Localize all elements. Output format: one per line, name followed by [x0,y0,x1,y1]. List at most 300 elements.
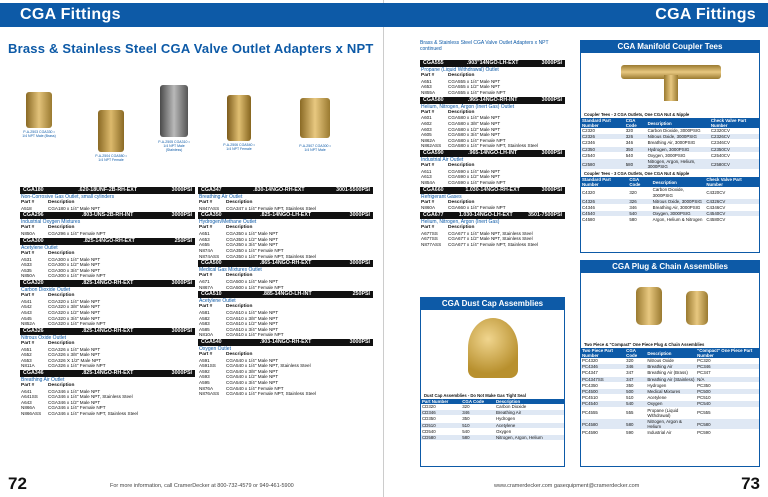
cga-code: CGA540 [201,338,222,345]
pressure-rating: 3000PSI [541,60,562,66]
plug-chain-table [581,348,759,437]
table-cell: 346 [625,140,647,146]
table-cell: 580 [461,435,495,441]
part-number: A581 [199,309,210,315]
table-cell: Nitrous Oxide, 3000PSIG [647,134,710,140]
part-number: A533 [21,262,32,268]
part-row [420,90,565,96]
part-description: CGA540 x 1/4" Male NPT [226,357,279,363]
part-description: CGA296 x 1/4" Female NPT [48,231,106,237]
part-description: CGA350 x 1/4" Male NPT [226,231,279,237]
part-number: A641 [21,388,32,394]
table-cell: C2346 [581,140,625,146]
table-cell: Nitrogen, Argon & Helium [646,419,696,430]
table-cell: C4320 [581,187,628,198]
table-cell: PC347 [696,370,759,376]
spec-header [420,212,565,219]
table-cell: Argon, Helium & Nitrogen [652,217,706,223]
part-description: CGA326 X 1/2" Male NPT [48,357,101,363]
part-description: CGA580 x 1/2" Male NPT [448,126,501,132]
coupler-tees-title: CGA Manifold Coupler Tees [581,41,759,53]
table-cell: PC4510 [581,395,625,401]
part-head: Part # [421,199,435,205]
table-cell: PC4347 [581,370,625,376]
desc-head: Description [48,200,75,205]
pressure-rating: 3000PSI [171,327,192,334]
table-cell: 580 [625,419,646,430]
thread-spec: .825-14NGO-RH-EXT [83,237,135,244]
adapter-photo-4 [227,95,251,141]
part-row [20,206,195,212]
part-row [198,254,373,260]
table-cell: 510 [625,395,646,401]
table-header: Standard Part Number [581,118,625,128]
table-cell: 320 [628,187,651,198]
part-description: CGA660 x 1/4" Female NPT [448,205,506,211]
part-row [198,391,373,397]
part-number: A551 [21,346,32,352]
table-cell: 320 [625,128,647,134]
adapter-label-3: P-A-2505 CGA310 • 1/4 NPT Male (Stainless) [158,140,190,152]
spec-block [198,212,373,259]
part-number: A613 [421,174,432,180]
part-number: N847ASS [199,205,220,211]
desc-head: Description [448,199,475,205]
adapter-label-2: P-A-2504 CGA580 • 1/4 NPT Female [95,154,127,162]
part-number: A545 [21,315,32,321]
part-description: CGA326 x 3/8" Male NPT [48,352,101,358]
table-cell: 580 [628,217,651,223]
cga-code: CGA347 [201,187,222,193]
table-header: Two Piece Part Number [581,348,625,358]
part-description: CGA350 x 3/4" Male NPT [226,242,279,248]
table-cell: Industrial Air [646,430,696,436]
table-cell: 320 [461,404,495,410]
part-description: CGA677 x 1/4" Male NPT, Stainless Steel [448,230,533,236]
part-number: N874ASS [199,253,220,259]
table-cell: 350 [625,146,647,152]
part-description: CGA590 x 1/4" Female NPT [448,179,506,185]
part-row [20,363,195,369]
coupler-tees-caption-3: Coupler Tees - 3 CGA Outlets, One CGA Nut & Nipple [584,171,690,177]
part-description: CGA320 x 1/4" Female NPT [48,321,106,327]
gas-service: Medical Gas Mixtures Outlet [199,267,262,274]
part-description: CGA555 x 1/2" Male NPT [448,84,501,90]
thread-spec: 1.030-14NGO-LH-EXT [458,211,513,218]
table-cell: Acetylene [646,395,696,401]
table-cell: C4346CV [705,205,759,211]
table-cell: PC580 [696,419,759,430]
part-description: CGA347 x 1/4" Female NPT, Stainless Steel [226,205,316,211]
part-description: CGA555 x 1/4" Male NPT [448,78,501,84]
thread-spec: .865-14NGO-RH-EXT [259,260,312,267]
table-cell: Breathing Air (Stainless) [647,376,695,382]
spec-block [20,328,195,369]
desc-head: Description [226,225,253,231]
thread-spec: .620-18UNF-2B-RH-EXT [78,187,138,193]
part-description: CGA326 x 1/4" Female NPT [48,363,106,369]
part-head: Part # [21,200,35,205]
part-head: Part # [21,292,35,298]
desc-head: Description [48,250,75,256]
part-head: Part # [421,224,435,230]
table-cell: Breathing Air, 3000PSIG [647,140,710,146]
cga-code: CGA555 [423,60,444,66]
gas-service: Breathing Air Outlet [199,194,243,200]
part-number: A605 [421,132,432,138]
part-row [20,231,195,237]
table-cell: 350 [461,416,495,422]
gas-service: Hydrogen/Methane Outlet [199,219,257,226]
table-row [581,217,759,223]
table-cell: Oxygen [646,401,696,407]
table-cell: PC555 [696,407,759,418]
part-row [20,411,195,417]
part-number: A651 [199,231,210,237]
footer-contact: For more information, call CramerDecker at 800-732-4579 or 949-461-5900 [110,483,294,489]
table-row [421,435,564,441]
table-cell: 590 [625,430,646,436]
part-row [198,332,373,338]
gas-service: Refrigerant Gases [421,193,462,200]
table-cell: C2540 [581,152,625,158]
table-header-row [581,118,759,128]
table-cell: 350 [625,382,646,388]
table-header: Standard Part Number [581,177,628,187]
table-header: CGA Code [625,118,647,128]
table-cell: CD350 [421,416,461,422]
table-cell: Oxygen, 3000PSIG [647,152,710,158]
table-cell: Propane (Liquid Withdrawal) [646,407,696,418]
part-description: CGA510 x 1/2" Male NPT [226,321,279,327]
part-number: N862A [421,137,436,143]
table-cell: C4580CV [705,217,759,223]
spec-block [198,339,373,397]
thread-spec: .803-UNS-2B-RH-INT [81,212,134,219]
table-cell: PC4347SS [581,376,625,382]
part-head: Part # [21,382,35,388]
part-number: A593 [199,374,210,380]
part-number: N876ASS [199,391,220,397]
part-number: N810A [199,332,214,338]
part-number: N866A [21,405,36,411]
desc-head: Description [448,109,475,115]
spec-block [420,97,565,149]
table-cell: 346 [461,410,495,416]
thread-spec: .830-14NGO-RH-EXT [253,187,305,193]
spec-column-3 [420,60,565,248]
part-description: CGA510 x 1/4" Male NPT [226,309,279,315]
gas-service: Non-Corrosive Gas Outlet, small cylinders [21,194,115,200]
table-cell: Hydrogen [646,382,696,388]
table-cell: C4326 [581,198,628,204]
desc-head: Description [48,292,75,298]
part-description: CGA346 x 1/4" Male NPT, Stainless Steel [48,394,133,400]
part-number: N877ASS [421,241,442,247]
cga-code: CGA350 [201,212,222,219]
part-description: CGA320 x 1/4" Male NPT [48,298,101,304]
coupler-tees-table-3 [581,177,759,223]
cga-code: CGA346 [23,369,44,376]
coupler-tees-table-2 [581,118,759,170]
table-cell: C4540 [581,211,628,217]
part-number: N860A [421,205,436,211]
part-description: CGA677 x 1/4" Female NPT, Stainless Steel [448,241,538,247]
table-header: CGA Code [628,177,651,187]
spec-header [20,370,195,377]
spec-header [420,150,565,157]
thread-spec: .903"14NGO-LH-EXT [466,60,519,66]
thread-spec: .825-14NGO-RH-EXT [81,327,134,334]
part-description: CGA346 x 1/4" Female NPT, Stainless Steel [48,411,138,417]
spec-column-2 [198,187,373,398]
table-cell: CD510 [421,422,461,428]
table-cell: C4320CV [705,187,759,198]
desc-head: Description [48,340,75,346]
table-cell: 326 [625,134,647,140]
part-number: A552 [21,352,32,358]
part-description: CGA350 x 1/4" Female NPT, Stainless Steel [226,253,316,259]
gas-service: Helium, Nitrogen, Argon (Inert Gas) Outlet [421,103,515,110]
spec-header [20,280,195,287]
pressure-rating: 3000PSI [541,96,562,103]
table-cell: 540 [625,152,647,158]
cga-code: CGA326 [23,327,44,334]
part-description: CGA180 x 1/4" Male NPT [48,205,101,211]
plug-chain-title: CGA Plug & Chain Assemblies [581,261,759,273]
thread-spec: 1.030-14NGO-RH-EXT [465,186,520,193]
part-head: Part # [199,200,213,205]
gas-service: Industrial Air Outlet [421,156,464,163]
table-cell: Nitrogen, Argon, Helium, 3000PSIG [647,159,710,170]
table-cell: 500 [625,389,646,395]
table-cell: C2350 [581,146,625,152]
table-cell: 347 [625,370,646,376]
table-cell: C4580 [581,217,628,223]
part-row [420,242,565,248]
thread-spec: .903-14NGO-RH-EXT [259,338,312,345]
part-description: CGA300 x 1/2" Male NPT [48,262,101,268]
table-cell: PC4320 [581,358,625,364]
dust-cap-title: CGA Dust Cap Assemblies [421,298,564,310]
part-description: CGA500 x 1/4" Female NPT [226,284,284,290]
spec-block [420,60,565,96]
table-cell: PC4555 [581,407,625,418]
table-row [581,159,759,170]
table-cell: Breathing Air, 3000PSIG [652,205,706,211]
dust-cap-photo [468,318,518,378]
page-number: 72 [8,474,27,493]
part-row [20,321,195,327]
spec-header [420,60,565,67]
table-cell: 540 [625,401,646,407]
table-cell: 346 [628,205,651,211]
cga-code: CGA590 [423,149,444,156]
thread-spec: .825-14NGO-LH-EXT [260,212,312,219]
spec-header [20,328,195,335]
plug-chain-photo [581,273,759,341]
part-number: A518 [21,205,32,211]
part-head: Part # [421,73,435,78]
part-row [20,273,195,279]
section-band: CGA Fittings [384,3,768,27]
pressure-rating: 250PSI [174,237,192,244]
table-cell: PC4580 [581,419,625,430]
part-description: CGA300 x 1/4" Male NPT [48,256,101,262]
part-number: N876A [199,385,214,391]
spec-header [198,339,373,346]
part-description: CGA580 x 1/4" Female NPT [448,137,506,143]
part-description: CGA350 x 1/2" Male NPT [226,236,279,242]
table-header: Check Valve Part Number [705,177,759,187]
desc-head: Description [226,351,253,357]
cga-code: CGA180 [23,187,44,193]
table-cell: C4326CV [705,198,759,204]
part-description: CGA580 x 1/4" Female NPT, Stainless Steel [448,143,538,149]
table-cell: C2580CV [710,159,759,170]
pressure-rating: 3000PSI [171,369,192,376]
adapter-label-1: P-A-2503 CGA330 • 1/4 NPT Male (Brass) [22,130,56,138]
spec-block [20,187,195,211]
part-description: CGA346 x 1/4" Female NPT [48,405,106,411]
part-head: Part # [421,109,435,115]
table-header: "Compact" One Piece Part Number [696,348,759,358]
pressure-rating: 3501-7500PSI [528,211,562,218]
section-band: CGA Fittings [0,3,384,27]
spec-block [20,280,195,327]
part-description: CGA510 x 1/4" Female NPT [226,332,284,338]
cga-code: CGA677 [423,211,444,218]
part-number: N866ASS [21,411,42,417]
part-description: CGA580 x 1/4" Male NPT [448,115,501,121]
thread-spec: .885-14NGO-LH-INT [262,291,312,298]
table-cell: PC540 [696,401,759,407]
part-description: CGA540 x 1/4" Female NPT, Stainless Steel [226,391,316,397]
gas-service: Oxygen Outlet [199,345,231,352]
part-number: A585 [199,326,210,332]
part-number: A603 [421,126,432,132]
part-description: CGA510 x 3/8" Male NPT [226,315,279,321]
part-row [198,206,373,212]
part-number: N811A [21,363,35,369]
table-cell: Breathing Air [495,410,564,416]
desc-head: Description [48,225,75,231]
dust-cap-table [421,399,564,441]
part-description: CGA320 x 3/4" Male NPT [48,315,101,321]
part-number: A543 [21,309,32,315]
part-number: A592 [199,368,210,374]
right-page [384,0,768,497]
part-number: N862ASS [421,143,442,149]
coupler-tees-photo [581,53,759,111]
gas-service: Propane (Liquid Withdrawal) Outlet [421,67,499,73]
part-number: A677SS [421,236,438,242]
spec-block [198,187,373,211]
table-row [581,419,759,430]
table-cell: C2540CV [710,152,759,158]
table-header: Check Valve Part Number [710,118,759,128]
part-description: CGA555 x 1/4" Female NPT [448,89,506,95]
table-cell: C4540CV [705,211,759,217]
table-cell: C4346 [581,205,628,211]
adapter-label-4: P-A-2506 CGA540 • 1/4 NPT Female [223,143,255,151]
table-header: Description [646,348,696,358]
table-cell: PC4346 [581,364,625,370]
spec-header [420,187,565,194]
part-description: CGA590 x 1/4" Male NPT [448,168,501,174]
table-cell: C2350CV [710,146,759,152]
part-description: CGA540 x 1/4" Female NPT [226,385,284,391]
part-number: A653 [421,84,432,90]
table-cell: PC346 [696,364,759,370]
adapter-photo-5 [300,98,330,138]
table-header-row [581,177,759,187]
table-row [581,187,759,198]
table-cell: PC4540 [581,401,625,407]
spec-block [420,150,565,186]
part-number: A641SS [21,394,38,400]
table-cell: PC500 [696,389,759,395]
part-row [420,180,565,186]
part-description: CGA346 x 1/4" Male NPT [48,388,101,394]
part-description: CGA350 x 1/4" Female NPT [226,247,284,253]
part-number: N850A [21,231,36,237]
part-description: CGA320 x 1/2" Male NPT [48,309,101,315]
part-number: A643 [21,399,32,405]
table-row [581,430,759,436]
part-number: N855A [421,89,436,95]
part-description: CGA590 x 1/2" Male NPT [448,174,501,180]
table-cell: Nitrous Oxide, 3000PSIG [652,198,706,204]
gas-service: Helium, Nitrogen, Argon (Inert Gas) [421,218,500,225]
part-number: N852A [21,321,36,327]
part-description: CGA677 x 1/2" Male NPT, Stainless Steel [448,236,533,242]
adapter-photo-2 [98,110,124,152]
part-head: Part # [199,351,213,357]
spec-header [20,238,195,245]
table-cell: C2580 [581,159,625,170]
page-title: Brass & Stainless Steel CGA Valve Outlet Adapters x NPT [8,41,374,56]
table-header: Description [495,399,564,404]
table-cell: 555 [625,407,646,418]
spec-block [420,212,565,248]
table-cell: Oxygen [495,428,564,434]
part-number: N867A [199,284,214,290]
pressure-rating: 3001-5500PSI [336,187,370,193]
part-head: Part # [421,162,435,168]
part-head: Part # [199,273,213,279]
table-cell: PC590 [696,430,759,436]
part-number: A541 [21,298,32,304]
table-cell: 510 [461,422,495,428]
continued-note: Brass & Stainless Steel CGA Valve Outlet Adapters x NPT continued [420,40,549,52]
part-description: CGA346 x 1/2" Male NPT [48,399,101,405]
spec-block [20,212,195,236]
adapter-photo-1 [26,92,52,128]
part-description: CGA500 x 1/4" Male NPT [226,278,279,284]
part-head: Part # [21,250,35,256]
pressure-rating: 3000PSI [349,212,370,219]
spec-header [198,291,373,298]
table-cell: 347 [625,376,646,382]
gas-service: Nitrous Oxide Outlet [21,334,67,341]
table-header: CGA Code [625,348,646,358]
table-cell: N/A [696,376,759,382]
part-number: A583 [199,321,210,327]
page-number: 73 [741,474,760,493]
spec-block [420,187,565,211]
part-number: A531 [21,256,32,262]
